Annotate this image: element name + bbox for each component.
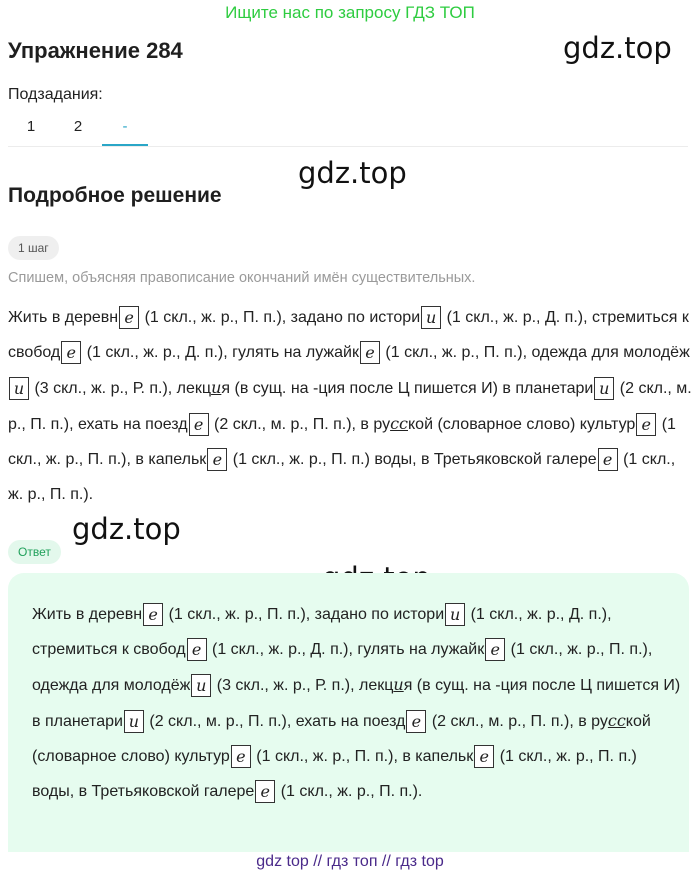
- ending-box: е: [485, 638, 505, 661]
- watermark: gdz.top: [72, 512, 181, 546]
- ending-box: е: [474, 745, 494, 768]
- solution-text: Жить в деревн е (1 скл., ж. р., П. п.), задано по истори и (1 скл., ж. р., Д. п.), стремиться к свобод е (1 скл., ж. р., Д. п.), гулять на лужайк е (1 скл., ж. р., П. п.), одежда для молодёжи (3 скл., ж. р., Р. п.), лекция (в сущ. на -ция после Ц пишется И) в планетари и (2 скл., м. р., П. п.), ехать на поезд е (2 скл., м. р., П. п.), в русской (словарное слово) культур е (1 скл., ж. р., П. п.), в капельк е (1 скл., ж. р., П. п.) воды, в Третьяковской галере е (1 скл., ж. р., П. п.).: [8, 308, 692, 503]
- page-title: Упражнение 284: [8, 38, 183, 63]
- ending-box: и: [191, 674, 211, 697]
- tabs-divider: [8, 146, 688, 147]
- footer-links[interactable]: gdz top // гдз топ // гдз top: [256, 853, 444, 870]
- solution-note: Спишем, объясняя правописание окончаний имён существительных.: [8, 270, 476, 286]
- step-badge: 1 шаг: [8, 236, 59, 260]
- answer-badge: Ответ: [8, 540, 61, 564]
- ending-box: и: [421, 306, 441, 329]
- ending-box: и: [9, 377, 29, 400]
- ending-box: е: [255, 780, 275, 803]
- ending-box: е: [406, 710, 426, 733]
- ending-box: е: [207, 448, 227, 471]
- ending-box: е: [360, 341, 380, 364]
- promo-banner[interactable]: Ищите нас по запросу ГДЗ ТОП: [225, 3, 475, 22]
- underlined-letter: и: [393, 675, 404, 694]
- watermark: gdz.top: [298, 156, 407, 190]
- subtasks-label: Подзадания:: [8, 86, 103, 103]
- ending-box: е: [61, 341, 81, 364]
- tab-subtask-2[interactable]: 2: [73, 118, 83, 135]
- ending-box: и: [594, 377, 614, 400]
- underlined-letter: и: [211, 378, 222, 397]
- tab-subtask-1[interactable]: 1: [26, 118, 36, 135]
- ending-box: е: [189, 413, 209, 436]
- ending-box: е: [598, 448, 618, 471]
- ending-box: е: [231, 745, 251, 768]
- ending-box: и: [124, 710, 144, 733]
- answer-text: Жить в деревн е (1 скл., ж. р., П. п.), задано по истори и (1 скл., ж. р., Д. п.), стремиться к свобод е (1 скл., ж. р., Д. п.), гулять на лужайк е (1 скл., ж. р., П. п.), одежда для молодёж и (3 скл., ж. р., Р. п.), лекция (в сущ. на -ция после Ц пишется И) в планетари и (2 скл., м. р., П. п.), ехать на поезд е (2 скл., м. р., П. п.), в русской (словарное слово) культур е (1 скл., ж. р., П. п.), в капельк е (1 скл., ж. р., П. п.) воды, в Третьяковской галере е (1 скл., ж. р., П. п.).: [32, 605, 681, 802]
- underlined-letter: сс: [390, 414, 408, 433]
- ending-box: е: [636, 413, 656, 436]
- watermark: gdz.top: [563, 31, 672, 65]
- ending-box: е: [119, 306, 139, 329]
- subtasks-tabs: [8, 110, 149, 146]
- solution-title: Подробное решение: [8, 184, 222, 207]
- underlined-letter: сс: [607, 711, 626, 730]
- tab-subtask-all[interactable]: -: [102, 110, 148, 146]
- ending-box: е: [187, 638, 207, 661]
- ending-box: е: [143, 603, 163, 626]
- ending-box: и: [445, 603, 465, 626]
